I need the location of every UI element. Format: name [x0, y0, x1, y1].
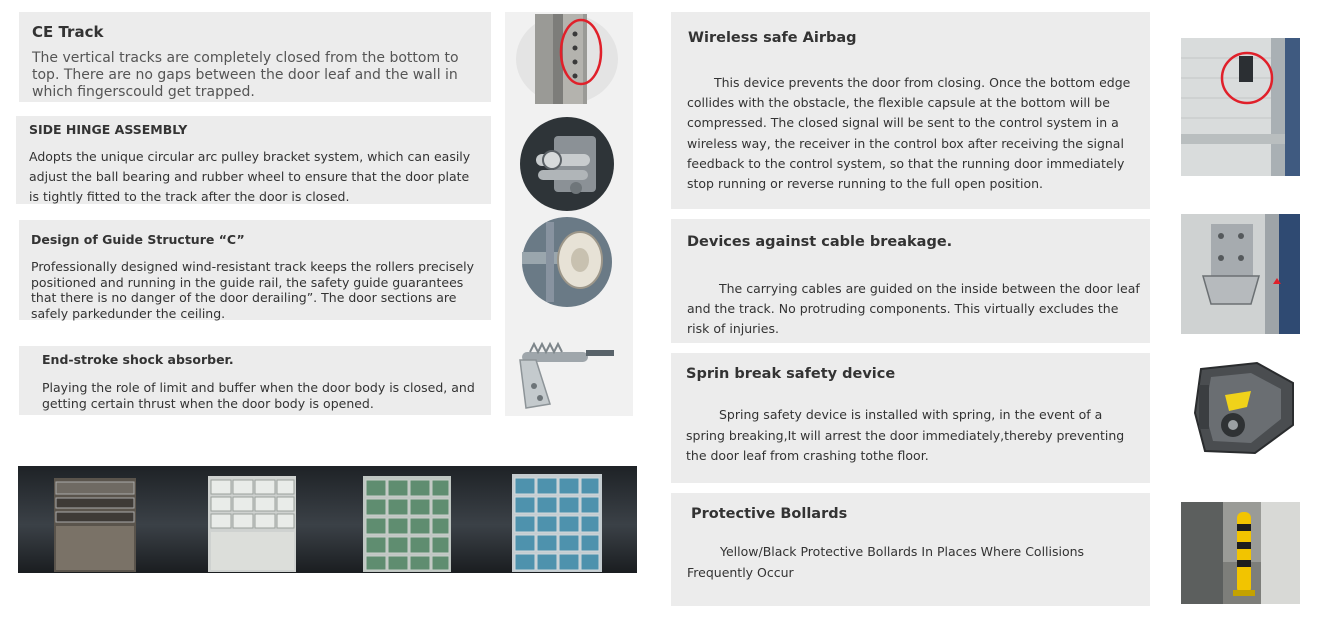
side-hinge-title: SIDE HINGE ASSEMBLY	[29, 122, 188, 137]
side-hinge-text: Adopts the unique circular arc pulley bracket system, which can easily adjust the ball bearing and rubber wheel to ensure that the door plate is tightly fitted to the track after the door is closed.	[29, 149, 471, 204]
bollard-image	[1181, 502, 1300, 604]
door-model-2	[208, 476, 296, 572]
bollards-panel	[671, 493, 1150, 606]
spring-title: Sprin break safety device	[686, 366, 896, 382]
side-hinge-image	[516, 116, 618, 212]
spring-device-image	[1181, 355, 1300, 459]
shock-absorber-title: End-stroke shock absorber.	[42, 352, 234, 367]
shock-absorber-panel	[19, 346, 491, 415]
cable-text: The carrying cables are guided on the inside between the door leaf and the track. No protruding components. This virtually excludes the risk of injuries.	[687, 281, 1140, 337]
door-model-1	[54, 478, 136, 572]
cable-title: Devices against cable breakage.	[687, 234, 953, 250]
spring-panel	[671, 353, 1150, 483]
cable-panel	[671, 219, 1150, 343]
airbag-text: This device prevents the door from closing. Once the bottom edge collides with the obstacle, the flexible capsule at the bottom will be compressed. The closed signal will be sent to the control system in a wireless way, the receiver in the control box after receiving the signal feedback to the control system, so that the running door immediately stop running or reverse running to the full open position.	[687, 75, 1131, 192]
door-models-banner	[18, 466, 637, 573]
spring-text: Spring safety device is installed with spring, in the event of a spring breaking,It will arrest the door immediately,thereby preventing the door leaf from crashing tothe floor.	[686, 407, 1125, 463]
ce-track-text: The vertical tracks are completely closed from the bottom to top. There are no gaps between the door leaf and the wall in which fingerscould get trapped.	[32, 50, 459, 100]
ce-track-title: CE Track	[32, 23, 104, 41]
shock-absorber-image	[510, 328, 620, 412]
guide-structure-panel	[19, 220, 491, 320]
airbag-panel	[671, 12, 1150, 209]
shock-absorber-text: Playing the role of limit and buffer when the door body is closed, and getting certain thrust when the door body is opened.	[42, 380, 475, 411]
side-hinge-panel	[16, 116, 491, 204]
bollards-title: Protective Bollards	[691, 506, 848, 522]
cable-device-image	[1181, 214, 1300, 334]
door-model-4	[512, 474, 602, 572]
door-model-3	[363, 476, 451, 572]
ce-track-image	[515, 14, 619, 104]
guide-structure-text: Professionally designed wind-resistant track keeps the rollers precisely positioned and running in the guide rail, the safety guide guarantees that there is no danger of the door derailing”. The door sections are safely parkedunder the ceiling.	[31, 259, 475, 321]
airbag-image	[1181, 38, 1300, 176]
bollards-text: Yellow/Black Protective Bollards In Places Where Collisions Frequently Occur	[687, 544, 1085, 580]
guide-roller-image	[516, 216, 618, 308]
airbag-title: Wireless safe Airbag	[688, 30, 857, 46]
ce-track-panel	[19, 12, 491, 102]
guide-structure-title: Design of Guide Structure “C”	[31, 232, 245, 247]
